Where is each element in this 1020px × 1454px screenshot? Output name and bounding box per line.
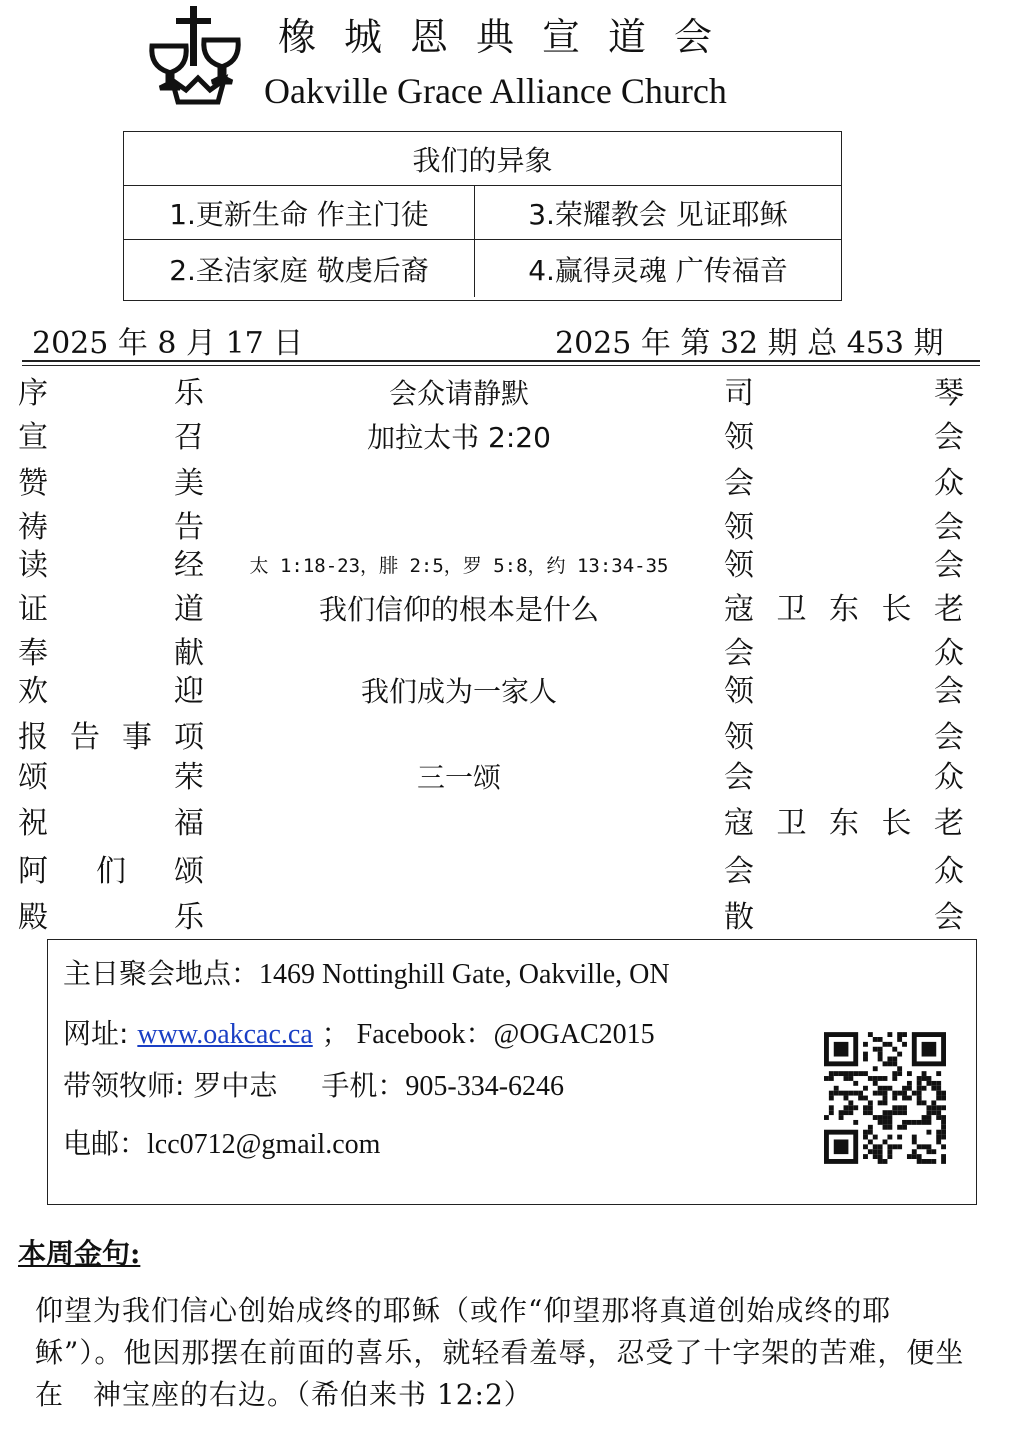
service-leader-char: 会 [934, 674, 964, 709]
service-leader-char: 领 [724, 420, 754, 455]
service-item-char: 序 [18, 376, 48, 411]
service-leader-char: 长 [881, 806, 912, 841]
service-content: 我们信仰的根本是什么 [318, 593, 599, 626]
email-line [63, 1122, 380, 1162]
service-item-char: 赞 [18, 466, 48, 501]
email-label: 电邮： [63, 1127, 148, 1160]
service-item-char: 乐 [174, 900, 204, 935]
service-item-char: 们 [96, 854, 126, 889]
service-item [18, 898, 204, 938]
service-leader-char: 老 [934, 806, 964, 841]
service-leader [724, 546, 964, 586]
service-item-char: 欢 [18, 674, 48, 709]
pastor-line [63, 1064, 564, 1104]
phone-label: 手机： [321, 1069, 406, 1102]
service-item-char: 迎 [174, 674, 204, 709]
service-item-char: 告 [70, 720, 100, 755]
service-leader-char: 众 [934, 854, 964, 889]
service-item-char: 祷 [18, 510, 48, 545]
service-item-char: 宣 [18, 420, 48, 455]
service-leader-char: 众 [934, 636, 964, 671]
service-item [18, 464, 204, 504]
service-leader-char: 会 [724, 636, 754, 671]
service-item-char: 奉 [18, 636, 48, 671]
church-logo-icon [146, 6, 246, 106]
service-item-char: 荣 [174, 760, 204, 795]
vision-item: 4.赢得灵魂 广传福音 [528, 253, 788, 287]
service-row [0, 758, 1020, 802]
service-item [18, 758, 204, 798]
facebook-label: Facebook： [349, 1019, 494, 1050]
pastor-name: 罗中志 [193, 1069, 278, 1102]
service-item-char: 经 [174, 548, 204, 583]
service-leader-char: 会 [724, 760, 754, 795]
service-row [0, 590, 1020, 634]
service-item [18, 546, 204, 586]
service-item-char: 项 [174, 720, 204, 755]
service-row [0, 464, 1020, 508]
service-item [18, 672, 204, 712]
service-leader-char: 琴 [934, 376, 964, 411]
service-item-char: 殿 [18, 900, 48, 935]
service-leader [724, 634, 964, 674]
service-leader-char: 领 [724, 674, 754, 709]
service-leader-char: 会 [934, 420, 964, 455]
service-leader [724, 464, 964, 504]
service-item-char: 读 [18, 548, 48, 583]
service-item-char: 事 [122, 720, 152, 755]
service-item-char: 颂 [174, 854, 204, 889]
service-row [0, 418, 1020, 462]
service-leader [724, 418, 964, 458]
qr-code-icon [824, 1032, 946, 1164]
service-row [0, 374, 1020, 418]
vision-title: 我们的异象 [124, 132, 841, 186]
service-leader [724, 804, 964, 844]
service-row [0, 718, 1020, 762]
service-item-char: 证 [18, 592, 48, 627]
service-leader-char: 众 [934, 760, 964, 795]
service-item-char: 福 [174, 806, 204, 841]
service-item-char: 道 [174, 592, 204, 627]
service-leader [724, 590, 964, 630]
service-item-char: 美 [174, 466, 204, 501]
service-item-char: 召 [174, 420, 204, 455]
church-name-chinese: 橡城恩典宣道会 [278, 15, 741, 59]
verse-title: 本周金句: [18, 1237, 141, 1270]
service-leader-char: 长 [881, 592, 912, 627]
service-leader-char: 会 [724, 466, 754, 501]
phone-number: 905-334-6246 [405, 1071, 565, 1102]
service-leader [724, 374, 964, 414]
service-item-char: 祝 [18, 806, 48, 841]
info-box [47, 939, 977, 1205]
location-address: 1469 Nottinghill Gate, Oakville, ON [259, 959, 670, 990]
service-leader-char: 领 [724, 510, 754, 545]
service-leader-char: 东 [829, 806, 859, 841]
vision-table [123, 131, 842, 301]
service-leader-char: 卫 [776, 806, 807, 841]
service-leader [724, 508, 964, 548]
service-item-char: 报 [18, 720, 48, 755]
pastor-label: 带领牧师: [63, 1069, 194, 1102]
service-leader-char: 东 [829, 592, 859, 627]
service-item [18, 418, 204, 458]
service-row [0, 672, 1020, 716]
service-leader-char: 散 [724, 900, 754, 935]
service-leader-char: 会 [934, 900, 964, 935]
vision-row [124, 240, 841, 297]
service-content: 加拉太书 2:20 [367, 421, 551, 454]
service-item [18, 590, 204, 630]
verse-text: 仰望为我们信心创始成终的耶稣（或作“仰望那将真道创始成终的耶稣”）。他因那摆在前面的喜乐，就轻看羞辱，忍受了十字架的苦难，便坐在 神宝座的右边。（希伯来书 12:2） [35, 1294, 965, 1411]
service-item-char: 颂 [18, 760, 48, 795]
website-label: 网址: [63, 1017, 138, 1050]
service-item [18, 804, 204, 844]
service-leader [724, 898, 964, 938]
service-leader-char: 寇 [724, 806, 754, 841]
service-content: 我们成为一家人 [360, 675, 557, 708]
service-leader-char: 老 [934, 592, 964, 627]
divider [22, 365, 980, 366]
service-leader [724, 672, 964, 712]
service-leader-char: 领 [724, 548, 754, 583]
service-leader-char: 寇 [724, 592, 754, 627]
service-row [0, 804, 1020, 848]
service-leader-char: 会 [934, 548, 964, 583]
service-leader-char: 会 [934, 510, 964, 545]
service-date: 2025 年 8 月 17 日 [32, 326, 304, 361]
location-label: 主日聚会地点： [63, 957, 260, 990]
service-leader-char: 领 [724, 720, 754, 755]
issue-number: 2025 年 第 32 期 总 453 期 [555, 326, 944, 361]
service-leader [724, 758, 964, 798]
service-row [0, 898, 1020, 942]
service-leader-char: 会 [934, 720, 964, 755]
service-leader-char: 会 [724, 854, 754, 889]
service-item [18, 374, 204, 414]
vision-row [124, 186, 841, 240]
service-item [18, 718, 204, 758]
service-leader [724, 852, 964, 892]
service-leader-char: 司 [724, 376, 754, 411]
location-line [63, 952, 670, 992]
church-name-english: Oakville Grace Alliance Church [264, 71, 727, 111]
vision-item: 1.更新生命 作主门徒 [124, 186, 475, 239]
service-content: 会众请静默 [388, 377, 529, 410]
service-leader-char: 众 [934, 466, 964, 501]
service-row [0, 852, 1020, 896]
website-link[interactable]: www.oakcac.ca [137, 1019, 313, 1050]
facebook-handle: @OGAC2015 [493, 1019, 655, 1050]
service-leader-char: 卫 [776, 592, 807, 627]
divider [22, 360, 980, 362]
service-item-char: 献 [174, 636, 204, 671]
service-item-char: 乐 [174, 376, 204, 411]
service-item-char: 阿 [18, 854, 48, 889]
email-address: lcc0712@gmail.com [147, 1129, 381, 1160]
vision-item: 3.荣耀教会 见证耶稣 [528, 197, 788, 231]
vision-item: 2.圣洁家庭 敬虔后裔 [124, 240, 475, 297]
service-item [18, 852, 204, 892]
service-item-char: 告 [174, 510, 204, 545]
service-item [18, 508, 204, 548]
service-content: 太 1:18-23，腓 2:5，罗 5:8，约 13:34-35 [249, 555, 669, 577]
service-content: 三一颂 [416, 761, 501, 794]
service-leader [724, 718, 964, 758]
separator: ； [312, 1017, 350, 1050]
service-row [0, 546, 1020, 590]
service-item [18, 634, 204, 674]
website-line [63, 1012, 655, 1052]
